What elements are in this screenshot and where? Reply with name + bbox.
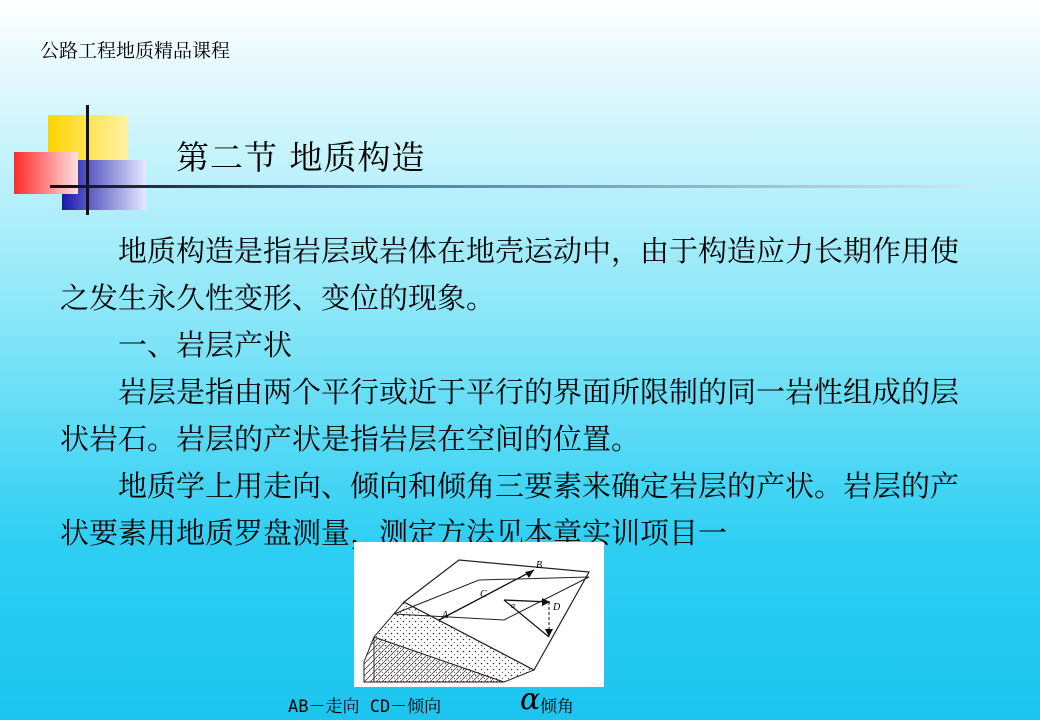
section-heading: 一、岩层产状: [118, 328, 293, 362]
body-text: [60, 228, 960, 557]
label-d: D: [553, 602, 561, 613]
alpha-symbol: α: [520, 682, 541, 717]
course-title: 公路工程地质精品课程: [40, 40, 231, 62]
paragraph-strata: 岩层是指由两个平行或近于平行的界面所限制的同一岩性组成的层状岩石。岩层的产状是指岩层在空间的位置。: [60, 375, 960, 456]
label-b: B: [536, 560, 543, 571]
slide-title: 第二节 地质构造: [176, 138, 426, 177]
label-alpha: α: [511, 601, 516, 610]
label-c: C: [480, 589, 487, 600]
vertical-bar: [86, 105, 89, 215]
figure-caption-dip-angle: 倾角: [540, 697, 574, 717]
figure-caption: AB－走向 CD－倾向: [288, 697, 442, 717]
title-underline: [60, 185, 986, 188]
strata-attitude-diagram: [354, 542, 604, 687]
paragraph-definition: 地质构造是指岩层或岩体在地壳运动中，由于构造应力长期作用使之发生永久性变形、变位的现象。: [60, 234, 960, 315]
label-a: A: [442, 610, 449, 621]
paragraph-attitude: 地质学上用走向、倾向和倾角三要素来确定岩层的产状。岩层的产状要素用地质罗盘测量，测定方法见本章实训项目一: [60, 469, 960, 550]
